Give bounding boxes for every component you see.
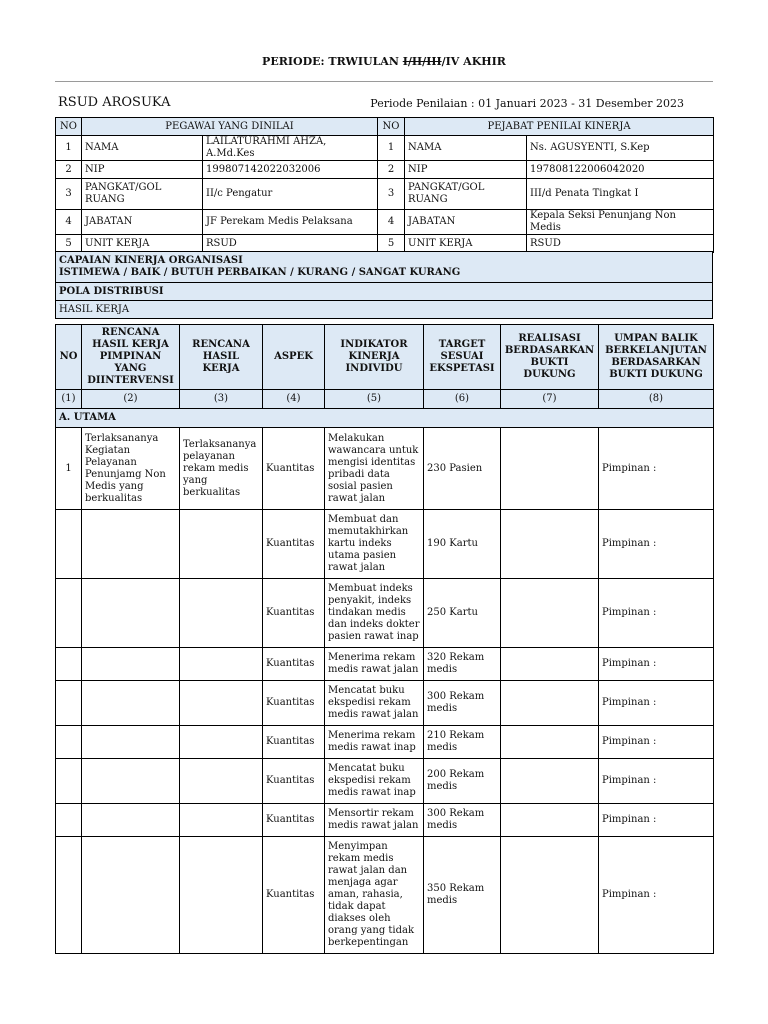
row-number bbox=[56, 681, 82, 726]
employee-value: II/c Pengatur bbox=[203, 179, 378, 210]
feedback-cell: Pimpinan : bbox=[599, 648, 714, 681]
column-number: (3) bbox=[180, 390, 263, 409]
row-number bbox=[56, 837, 82, 954]
aspect-cell: Kuantitas bbox=[263, 510, 325, 579]
employee-value: 199807142022032006 bbox=[203, 161, 378, 179]
leader-plan-cell bbox=[82, 726, 180, 759]
performance-rating-cell: CAPAIAN KINERJA ORGANISASI ISTIMEWA / BAIK / BUTUH PERBAIKAN / KURANG / SANGAT KURANG bbox=[56, 252, 713, 283]
leader-plan-cell bbox=[82, 759, 180, 804]
column-header: RENCANA HASIL KERJA bbox=[180, 325, 263, 390]
assessor-value: 197808122006042020 bbox=[527, 161, 714, 179]
aspect-cell: Kuantitas bbox=[263, 579, 325, 648]
column-header: INDIKATOR KINERJA INDIVIDU bbox=[325, 325, 424, 390]
field-label: NIP bbox=[82, 161, 203, 179]
info-row bbox=[56, 179, 714, 210]
column-number: (4) bbox=[263, 390, 325, 409]
leader-plan-cell bbox=[82, 804, 180, 837]
indicator-cell: Membuat dan memutakhirkan kartu indeks utama pasien rawat jalan bbox=[325, 510, 424, 579]
assessor-header: PEJABAT PENILAI KINERJA bbox=[405, 118, 714, 136]
aspect-cell: Kuantitas bbox=[263, 804, 325, 837]
work-plan-header-row bbox=[56, 325, 714, 390]
field-label: JABATAN bbox=[82, 210, 203, 235]
assessor-value: RSUD bbox=[527, 235, 714, 253]
target-cell: 350 Rekam medis bbox=[424, 837, 501, 954]
table-row bbox=[56, 726, 714, 759]
row-number bbox=[56, 579, 82, 648]
row-number: 2 bbox=[378, 161, 405, 179]
column-number: (1) bbox=[56, 390, 82, 409]
evaluated-employee-header: PEGAWAI YANG DINILAI bbox=[82, 118, 378, 136]
organization-performance-table bbox=[55, 251, 713, 319]
field-label: UNIT KERJA bbox=[405, 235, 527, 253]
realization-cell bbox=[501, 648, 599, 681]
indicator-cell: Melakukan wawancara untuk mengisi identitas pribadi data sosial pasien rawat jalan bbox=[325, 428, 424, 510]
target-cell: 210 Rekam medis bbox=[424, 726, 501, 759]
row-number bbox=[56, 510, 82, 579]
feedback-cell: Pimpinan : bbox=[599, 681, 714, 726]
feedback-cell: Pimpinan : bbox=[599, 726, 714, 759]
row-number: 4 bbox=[56, 210, 82, 235]
indicator-cell: Menerima rekam medis rawat jalan bbox=[325, 648, 424, 681]
column-header: RENCANA HASIL KERJA PIMPINAN YANG DIINTERVENSI bbox=[82, 325, 180, 390]
row-number bbox=[56, 804, 82, 837]
row-number: 3 bbox=[56, 179, 82, 210]
indicator-cell: Mencatat buku ekspedisi rekam medis rawat inap bbox=[325, 759, 424, 804]
aspect-cell: Kuantitas bbox=[263, 759, 325, 804]
section-row bbox=[56, 409, 714, 428]
organization-name: RSUD AROSUKA bbox=[58, 95, 171, 110]
info-row bbox=[56, 235, 714, 253]
work-plan-cell: Terlaksananya pelayanan rekam medis yang berkualitas bbox=[180, 428, 263, 510]
leader-plan-cell bbox=[82, 648, 180, 681]
column-header: TARGET SESUAI EKSPETASI bbox=[424, 325, 501, 390]
field-label: JABATAN bbox=[405, 210, 527, 235]
work-plan-cell bbox=[180, 579, 263, 648]
distribution-pattern: POLA DISTRIBUSI bbox=[56, 283, 713, 301]
field-label: NAMA bbox=[405, 136, 527, 161]
column-number: (8) bbox=[599, 390, 714, 409]
row-number bbox=[56, 759, 82, 804]
leader-plan-cell: Terlaksananya Kegiatan Pelayanan Penunjamg Non Medis yang berkualitas bbox=[82, 428, 180, 510]
aspect-cell: Kuantitas bbox=[263, 726, 325, 759]
info-header-row bbox=[56, 118, 714, 136]
target-cell: 300 Rekam medis bbox=[424, 804, 501, 837]
section-title: A. UTAMA bbox=[56, 409, 714, 428]
field-label: PANGKAT/GOL RUANG bbox=[82, 179, 203, 210]
table-row bbox=[56, 759, 714, 804]
indicator-cell: Membuat indeks penyakit, indeks tindakan medis dan indeks dokter pasien rawat inap bbox=[325, 579, 424, 648]
document-title: PERIODE: TRWIULAN I/II/III/IV AKHIR bbox=[262, 55, 506, 68]
work-plan-cell bbox=[180, 804, 263, 837]
column-number: (5) bbox=[325, 390, 424, 409]
row-number: 2 bbox=[56, 161, 82, 179]
indicator-cell: Mencatat buku ekspedisi rekam medis rawat jalan bbox=[325, 681, 424, 726]
field-label: NIP bbox=[405, 161, 527, 179]
target-cell: 320 Rekam medis bbox=[424, 648, 501, 681]
realization-cell bbox=[501, 681, 599, 726]
indicator-cell: Menerima rekam medis rawat inap bbox=[325, 726, 424, 759]
realization-cell bbox=[501, 579, 599, 648]
leader-plan-cell bbox=[82, 837, 180, 954]
col-no-header: NO bbox=[56, 118, 82, 136]
table-row bbox=[56, 804, 714, 837]
feedback-cell: Pimpinan : bbox=[599, 428, 714, 510]
column-number-row bbox=[56, 390, 714, 409]
row-number: 1 bbox=[378, 136, 405, 161]
assessor-value: Kepala Seksi Penunjang Non Medis bbox=[527, 210, 714, 235]
column-header: UMPAN BALIK BERKELANJUTAN BERDASARKAN BUKTI DUKUNG bbox=[599, 325, 714, 390]
row-number: 3 bbox=[378, 179, 405, 210]
column-header: REALISASI BERDASARKAN BUKTI DUKUNG bbox=[501, 325, 599, 390]
target-cell: 190 Kartu bbox=[424, 510, 501, 579]
info-row bbox=[56, 161, 714, 179]
feedback-cell: Pimpinan : bbox=[599, 579, 714, 648]
aspect-cell: Kuantitas bbox=[263, 428, 325, 510]
row-number: 1 bbox=[56, 428, 82, 510]
row-number: 4 bbox=[378, 210, 405, 235]
aspect-cell: Kuantitas bbox=[263, 837, 325, 954]
field-label: PANGKAT/GOL RUANG bbox=[405, 179, 527, 210]
feedback-cell: Pimpinan : bbox=[599, 804, 714, 837]
row-number: 1 bbox=[56, 136, 82, 161]
struck-quarters: I/II/III bbox=[402, 55, 442, 68]
feedback-cell: Pimpinan : bbox=[599, 759, 714, 804]
table-row bbox=[56, 579, 714, 648]
aspect-cell: Kuantitas bbox=[263, 681, 325, 726]
realization-cell bbox=[501, 804, 599, 837]
assessment-period: Periode Penilaian : 01 Januari 2023 - 31 Desember 2023 bbox=[370, 97, 684, 110]
work-plan-table bbox=[55, 324, 714, 954]
work-plan-cell bbox=[180, 837, 263, 954]
info-row bbox=[56, 136, 714, 161]
row-number: 5 bbox=[378, 235, 405, 253]
table-row bbox=[56, 837, 714, 954]
column-header: ASPEK bbox=[263, 325, 325, 390]
row-number: 5 bbox=[56, 235, 82, 253]
work-results-label: HASIL KERJA bbox=[56, 301, 713, 319]
info-row bbox=[56, 210, 714, 235]
column-number: (6) bbox=[424, 390, 501, 409]
target-cell: 250 Kartu bbox=[424, 579, 501, 648]
target-cell: 300 Rekam medis bbox=[424, 681, 501, 726]
realization-cell bbox=[501, 837, 599, 954]
realization-cell bbox=[501, 510, 599, 579]
assessor-value: Ns. AGUSYENTI, S.Kep bbox=[527, 136, 714, 161]
work-plan-cell bbox=[180, 681, 263, 726]
column-number: (7) bbox=[501, 390, 599, 409]
target-cell: 200 Rekam medis bbox=[424, 759, 501, 804]
table-row bbox=[56, 681, 714, 726]
employee-value: JF Perekam Medis Pelaksana bbox=[203, 210, 378, 235]
field-label: UNIT KERJA bbox=[82, 235, 203, 253]
work-plan-cell bbox=[180, 726, 263, 759]
employee-info-table bbox=[55, 117, 714, 253]
column-number: (2) bbox=[82, 390, 180, 409]
title-divider bbox=[55, 81, 713, 82]
field-label: NAMA bbox=[82, 136, 203, 161]
indicator-cell: Mensortir rekam medis rawat jalan bbox=[325, 804, 424, 837]
work-plan-cell bbox=[180, 510, 263, 579]
column-header: NO bbox=[56, 325, 82, 390]
indicator-cell: Menyimpan rekam medis rawat jalan dan menjaga agar aman, rahasia, tidak dapat diakses oleh orang yang tidak berkepentingan bbox=[325, 837, 424, 954]
realization-cell bbox=[501, 759, 599, 804]
realization-cell bbox=[501, 726, 599, 759]
leader-plan-cell bbox=[82, 681, 180, 726]
leader-plan-cell bbox=[82, 579, 180, 648]
target-cell: 230 Pasien bbox=[424, 428, 501, 510]
col-no-header: NO bbox=[378, 118, 405, 136]
feedback-cell: Pimpinan : bbox=[599, 837, 714, 954]
row-number bbox=[56, 726, 82, 759]
employee-value: LAILATURAHMI AHZA, A.Md.Kes bbox=[203, 136, 378, 161]
work-plan-cell bbox=[180, 759, 263, 804]
table-row bbox=[56, 648, 714, 681]
table-row bbox=[56, 510, 714, 579]
assessor-value: III/d Penata Tingkat I bbox=[527, 179, 714, 210]
table-row bbox=[56, 428, 714, 510]
feedback-cell: Pimpinan : bbox=[599, 510, 714, 579]
employee-value: RSUD bbox=[203, 235, 378, 253]
realization-cell bbox=[501, 428, 599, 510]
leader-plan-cell bbox=[82, 510, 180, 579]
work-plan-cell bbox=[180, 648, 263, 681]
aspect-cell: Kuantitas bbox=[263, 648, 325, 681]
row-number bbox=[56, 648, 82, 681]
